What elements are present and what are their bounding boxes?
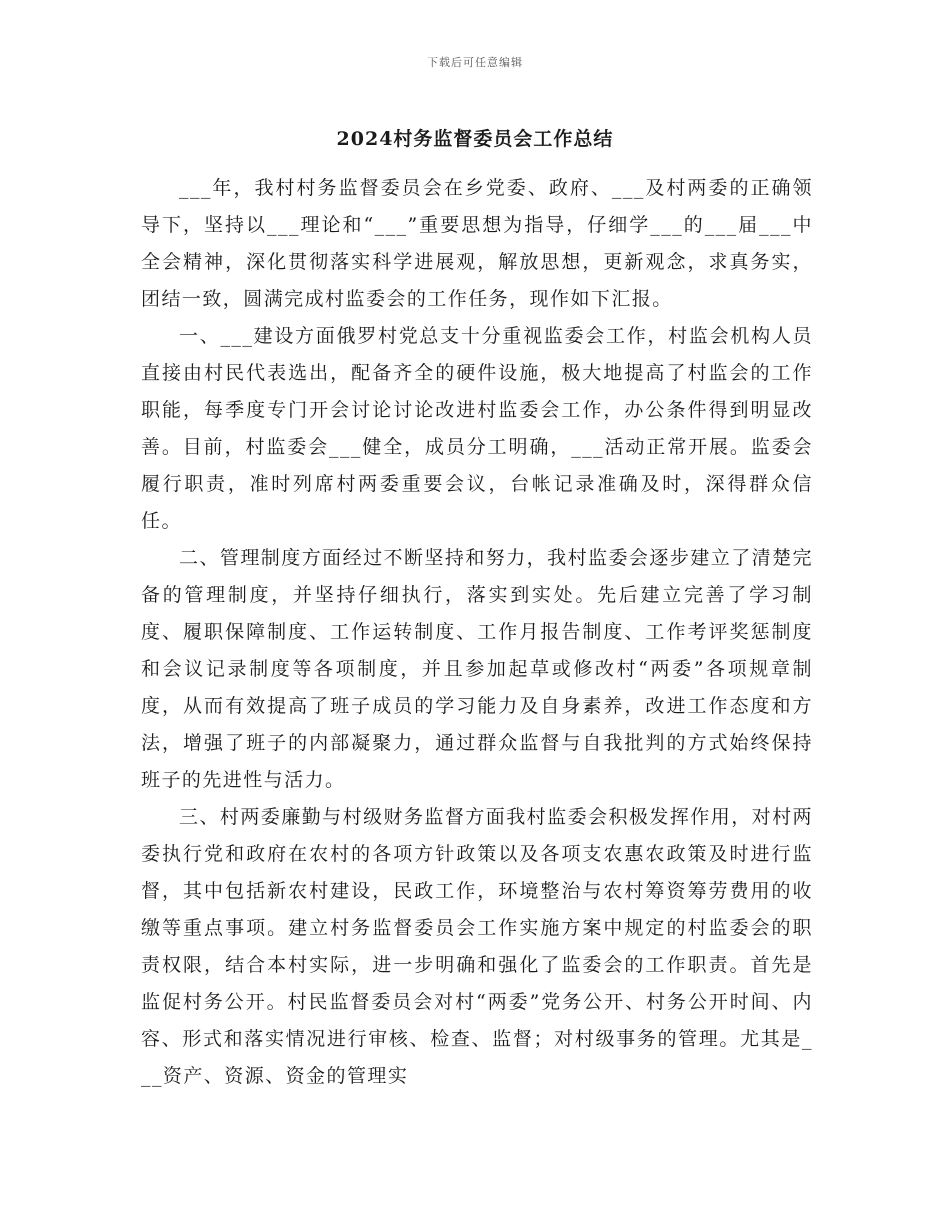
document-title: 2024村务监督委员会工作总结 <box>336 128 614 150</box>
paragraph-section-2: 二、管理制度方面经过不断坚持和努力，我村监委会逐步建立了清楚完备的管理制度，并坚持仔细执行，落实到实处。先后建立完善了学习制度、履职保障制度、工作运转制度、工作月报告制度、工作考评奖惩制度和会议记录制度等各项制度，并且参加起草或修改村“两委”各项规章制度，从而有效提高了班子成员的学习能力及自身素养，改进工作态度和方法，增强了班子的内部凝聚力，通过群众监督与自我批判的方式始终保持班子的先进性与活力。 <box>141 547 813 791</box>
document-body <box>141 170 813 1095</box>
paragraph-section-1: 一、___建设方面俄罗村党总支十分重视监委会工作，村监会机构人员直接由村民代表选出，配备齐全的硬件设施，极大地提高了村监会的工作职能，每季度专门开会讨论讨论改进村监委会工作，办公条件得到明显改善。目前，村监委会___健全，成员分工明确，___活动正常开展。监委会履行职责，准时列席村两委重要会议，台帐记录准确及时，深得群众信任。 <box>141 325 813 532</box>
header-note: 下载后可任意编辑 <box>427 56 523 69</box>
paragraph-section-3: 三、村两委廉勤与村级财务监督方面我村监委会积极发挥作用，对村两委执行党和政府在农村的各项方针政策以及各项支农惠农政策及时进行监督，其中包括新农村建设，民政工作，环境整治与农村筹资筹劳费用的收缴等重点事项。建立村务监督委员会工作实施方案中规定的村监委会的职责权限，结合本村实际，进一步明确和强化了监委会的工作职责。首先是监促村务公开。村民监督委员会对村“两委”党务公开、村务公开时间、内容、形式和落实情况进行审核、检查、监督；对村级事务的管理。尤其是___资产、资源、资金的管理实 <box>141 806 813 1087</box>
paragraph-intro: ___年，我村村务监督委员会在乡党委、政府、___及村两委的正确领导下，坚持以___理论和“___”重要思想为指导，仔细学___的___届___中全会精神，深化贯彻落实科学进展观，解放思想，更新观念，求真务实，团结一致，圆满完成村监委会的工作任务，现作如下汇报。 <box>141 177 813 310</box>
